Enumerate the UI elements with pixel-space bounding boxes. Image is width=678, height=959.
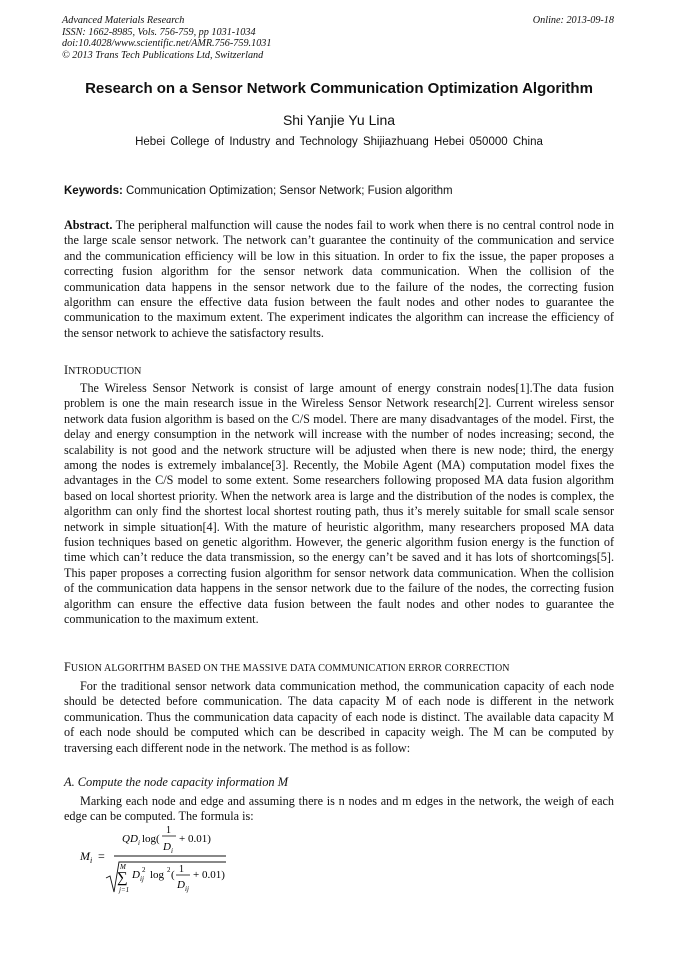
keywords-text: Communication Optimization; Sensor Network; Fusion algorithm xyxy=(126,185,453,197)
formula-den-log-sq: 2 xyxy=(167,866,171,874)
formula-num-d-sub: i xyxy=(171,847,173,855)
formula-den-ij: ij xyxy=(140,875,144,883)
formula-num-sub: i xyxy=(138,839,140,847)
formula-sum-bottom: j=1 xyxy=(119,886,130,894)
formula-den-d2: D xyxy=(177,879,185,891)
journal-header xyxy=(62,15,614,61)
subsection-a-title: A. Compute the node capacity information M xyxy=(64,775,289,789)
keywords-label: Keywords: xyxy=(64,185,123,197)
formula-den-plus: + 0.01) xyxy=(193,869,225,881)
abstract-label: Abstract. xyxy=(64,218,113,232)
formula-den-d: D xyxy=(132,869,140,881)
formula-num-plus: + 0.01) xyxy=(179,833,211,845)
paper-title: Research on a Sensor Network Communication Optimization Algorithm xyxy=(85,80,593,97)
formula-den-one: 1 xyxy=(179,864,184,875)
paper-authors: Shi Yanjie Yu Lina xyxy=(282,112,396,128)
formula-den-sq: 2 xyxy=(142,866,146,874)
formula-lhs-sub: i xyxy=(90,856,93,865)
journal-doi: doi:10.4028/www.scientific.net/AMR.756-759.1031 xyxy=(62,38,272,49)
formula-num-one: 1 xyxy=(166,825,171,836)
formula-num-qd: QD xyxy=(122,833,138,845)
fusion-paragraph: For the traditional sensor network data communication method, the communication capacity of each node should be detected before communication. The data capacity M of each node is different in the network communication. Thus the communication data capacity of each node is distinct. The available data capacity M of each node should be computed which can be described in capacity weigh. The M can be computed by traversing each different node in the network. The method is as follow: xyxy=(64,679,614,755)
formula-den-ij2: ij xyxy=(185,885,189,893)
formula-num-d: D xyxy=(163,841,171,853)
abstract-text: The peripheral malfunction will cause the nodes fail to work when there is no central control node in the large scale sensor network. The network can’t guarantee the continuity of the communication and service and the communication efficiency will be low in this situation. In order to fix the issue, the paper proposes a correcting fusion algorithm for the sensor network data communication. When the collision of the communication data happens in the sensor network due to the failure of the nodes, the correcting fusion algorithm can ensure the effective data fusion between the fault nodes and other nodes to guarantee the communication to the maximum extent. The experiment indicates the algorithm can increase the efficiency of the sensor network to achieve the satisfactory results. xyxy=(64,218,614,340)
capacity-formula xyxy=(76,820,246,900)
journal-copyright: © 2013 Trans Tech Publications Ltd, Switzerland xyxy=(62,49,264,61)
subsection-a-paragraph: Marking each node and edge and assuming there is n nodes and m edges in the network, the weigh of each edge can be computed. The formula is: xyxy=(64,794,614,824)
introduction-paragraph: The Wireless Sensor Network is consist of large amount of energy constrain nodes[1].The data fusion problem is one the main research issue in the Wireless Sensor Network research[2]. Current wireless sensor network data fusion algorithm is based on the C/S model. There are many disadvantages of the model. First, the delay and energy consumption in the network will increase with the number of nodes increasing; second, the scalability is not good and the network structure will be adjusted when there is new node; third, the energy among the nodes is extremely imbalance[3]. Recently, the Mobile Agent (MA) computation model fixes the advantages in the C/S model to some extent. Some researchers following proposed MA data fusion algorithm based on local shortest priority. When the network area is large and the distribution of the nodes is complex, the algorithm can only find the shortest local shortest routing path, thus it’s merely suitable for small scale sensor network in simple situation[4]. With the mature of heuristic algorithm, many researchers proposed MA data fusion techniques based on genetic algorithm. However, the generic algorithm fusion energy is the function of time which can’t reduce the data transmission, so the energy can’t be saved and it has lots of shortcomings[5]. This paper proposes a correcting fusion algorithm for sensor network data communication. When the collision of the communication data happens in the sensor network due to the failure of the nodes, the correcting fusion algorithm can ensure the effective data fusion between the fault nodes and other nodes to guarantee the communication to the maximum extent. xyxy=(64,381,614,627)
formula-den-log: log xyxy=(150,869,165,881)
formula-den-paren: ( xyxy=(171,869,175,881)
journal-name: Advanced Materials Research xyxy=(62,15,185,26)
section-heading-introduction: INTRODUCTION xyxy=(64,363,142,377)
journal-issn: ISSN: 1662-8985, Vols. 756-759, pp 1031-1034 xyxy=(62,26,256,38)
formula-eq: = xyxy=(98,849,105,863)
keywords xyxy=(64,185,616,197)
formula-num-log: log( xyxy=(142,833,160,845)
paper-affiliation: Hebei College of Industry and Technology Shijiazhuang Hebei 050000 China xyxy=(135,136,543,148)
formula-sum-top: M xyxy=(120,863,126,871)
online-date: Online: 2013-09-18 xyxy=(532,15,614,26)
abstract xyxy=(64,218,614,341)
section-heading-fusion: FUSION ALGORITHM BASED ON THE MASSIVE DATA COMMUNICATION ERROR CORRECTION xyxy=(64,660,510,674)
formula-sigma: ∑ xyxy=(117,870,128,886)
formula-lhs: M xyxy=(80,849,90,863)
